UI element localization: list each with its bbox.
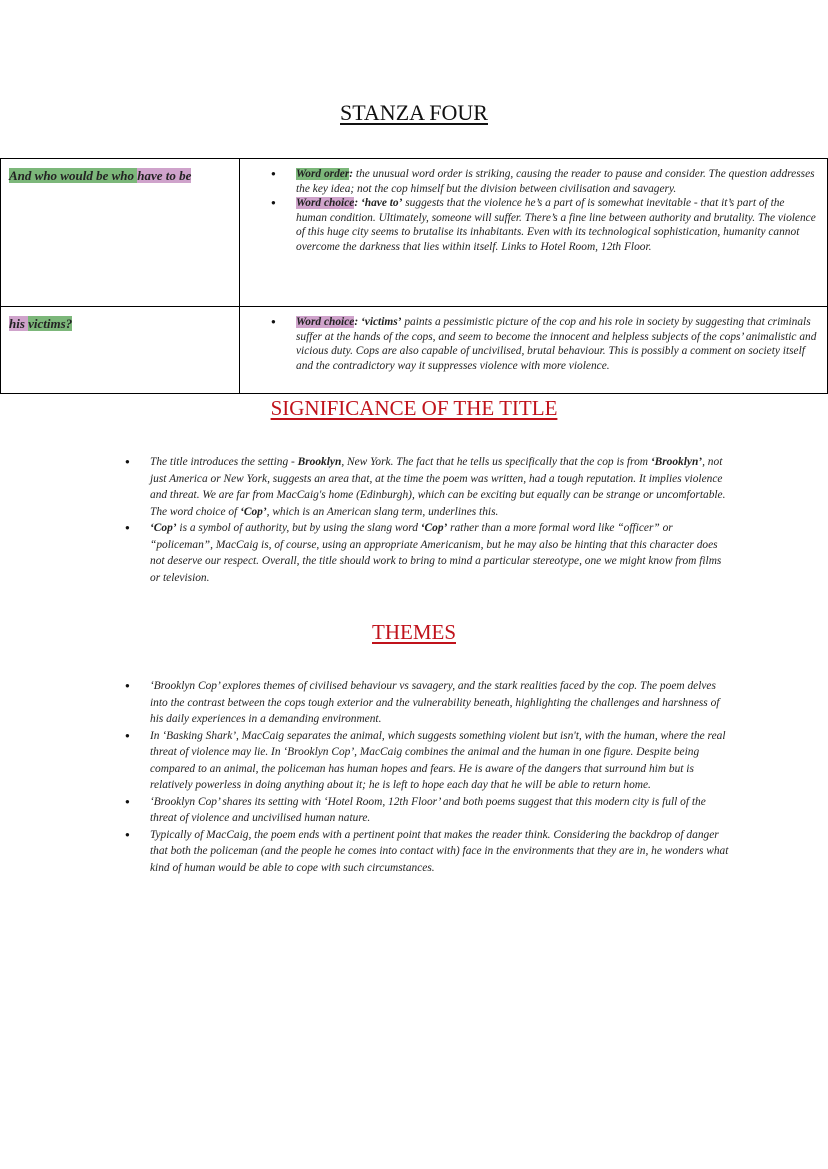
quote-highlight-pink: his (9, 316, 29, 331)
bold-text: Brooklyn (297, 456, 342, 468)
technique-label: Word choice (296, 316, 355, 328)
list-item (296, 167, 817, 196)
significance-list (150, 454, 730, 586)
themes-heading: THEMES (372, 620, 456, 644)
analysis-list (240, 167, 817, 255)
quote-highlight-green: And who would be who (9, 168, 138, 183)
significance-heading: SIGNIFICANCE OF THE TITLE (270, 396, 558, 420)
technique-label: Word order (296, 168, 350, 180)
list-item: ● In ‘Basking Shark’, MacCaig separates the animal, which suggests something violent but isn't, with the human, where the real threat of violence may lie. In ‘Brooklyn Cop’, MacCaig combines the animal and the human in one figure. Despite being compared to an animal, the policeman has human hopes and fears. He is aware of the dangers that surround him but is relatively powerless in doing anything about it; he is left to hope each day that he will be able to return home. (150, 728, 730, 794)
bold-text: ‘Cop’ (240, 505, 267, 518)
stanza-heading: STANZA FOUR (340, 100, 488, 125)
text: , which is an American slang term, underlines this. (266, 505, 499, 518)
text: The title introduces the setting - (150, 456, 298, 468)
list-item (150, 520, 730, 586)
quoted-words: : ‘victims’ (354, 316, 402, 328)
list-item: ● Typically of MacCaig, the poem ends with a pertinent point that makes the reader think. Considering the backdrop of danger that both the policeman (and the people he comes into contact with) face in the environments that they are in, he wonders what kind of human would be able to cope with such circumstances. (150, 827, 730, 877)
text: , New York. The fact that he tells us specifically that the cop is from (341, 456, 651, 468)
text: rather than a more formal word like “officer” or “policeman”, MacCaig is, of course, using an appropriate Americanism, but he may also be hinting that this character does not deserve our respect. Overall, the title should work to bring to mind a particular stereotype, one we might know from films or television. (150, 522, 722, 584)
quoted-words: : ‘have to’ (354, 197, 403, 210)
quote-highlight-green: victims? (28, 316, 73, 331)
quote-highlight-pink: have to be (137, 168, 192, 183)
list-item (296, 196, 817, 254)
analysis-text: the unusual word order is striking, causing the reader to pause and consider. The question addresses the key idea; not the cop himself but the division between civilisation and savagery. (296, 168, 815, 195)
quote-cell (1, 307, 240, 394)
quote-cell (1, 159, 240, 307)
technique-label: Word choice (296, 197, 355, 210)
bold-text: ‘Cop’ (420, 522, 448, 534)
list-item: ● ‘Brooklyn Cop’ explores themes of civilised behaviour vs savagery, and the stark realities faced by the cop. The poem delves into the contrast between the cops tough exterior and the vulnerability beneath, highlighting the challenges and harshness of his daily experiences in a demanding environment. (150, 678, 730, 728)
analysis-cell (240, 307, 828, 394)
text: is a symbol of authority, but by using the slang word (176, 522, 421, 534)
list-item (150, 454, 730, 520)
list-item (296, 315, 817, 373)
bold-text: ‘Brooklyn’ (650, 456, 703, 468)
analysis-list (240, 315, 817, 373)
analysis-text: suggests that the violence he’s a part of is somewhat inevitable - that it’s part of the human condition. Ultimately, someone will suffer. There’s a fine line between authority and brutality. The violence of this huge city seems to brutalise its inhabitants. Even with its technological sophistication, humanity cannot overcome the darkness that lies within itself. Links to Hotel Room, 12th Floor. (296, 197, 816, 253)
list-item: ● ‘Brooklyn Cop’ shares its setting with ‘Hotel Room, 12th Floor’ and both poems suggest that this modern city is full of the threat of violence and uncivilised human nature. (150, 794, 730, 827)
themes-list (150, 678, 730, 876)
bold-text: ‘Cop’ (150, 522, 177, 534)
text: , not just America or New York, suggests an area that, at the time the poem was written, had a tough reputation. It implies violence and threat. We are far from MacCaig's home (Edinburgh), which can be exciting but equally can be strange or uncomfortable. The word choice of (150, 456, 726, 518)
colon: : (349, 168, 354, 180)
analysis-cell (240, 159, 828, 307)
analysis-text: paints a pessimistic picture of the cop and his role in society by suggesting that criminals suffer at the hands of the cops, and seem to become the innocent and helpless subjects of the cops’ animalistic and vicious duty. Cops are also capable of uncivilised, brutal behaviour. This is possibly a comment on society itself and the contradictory way it suppresses violence with more violence. (296, 316, 817, 372)
stanza-table (0, 158, 828, 394)
table-row (1, 307, 828, 394)
table-row (1, 159, 828, 307)
